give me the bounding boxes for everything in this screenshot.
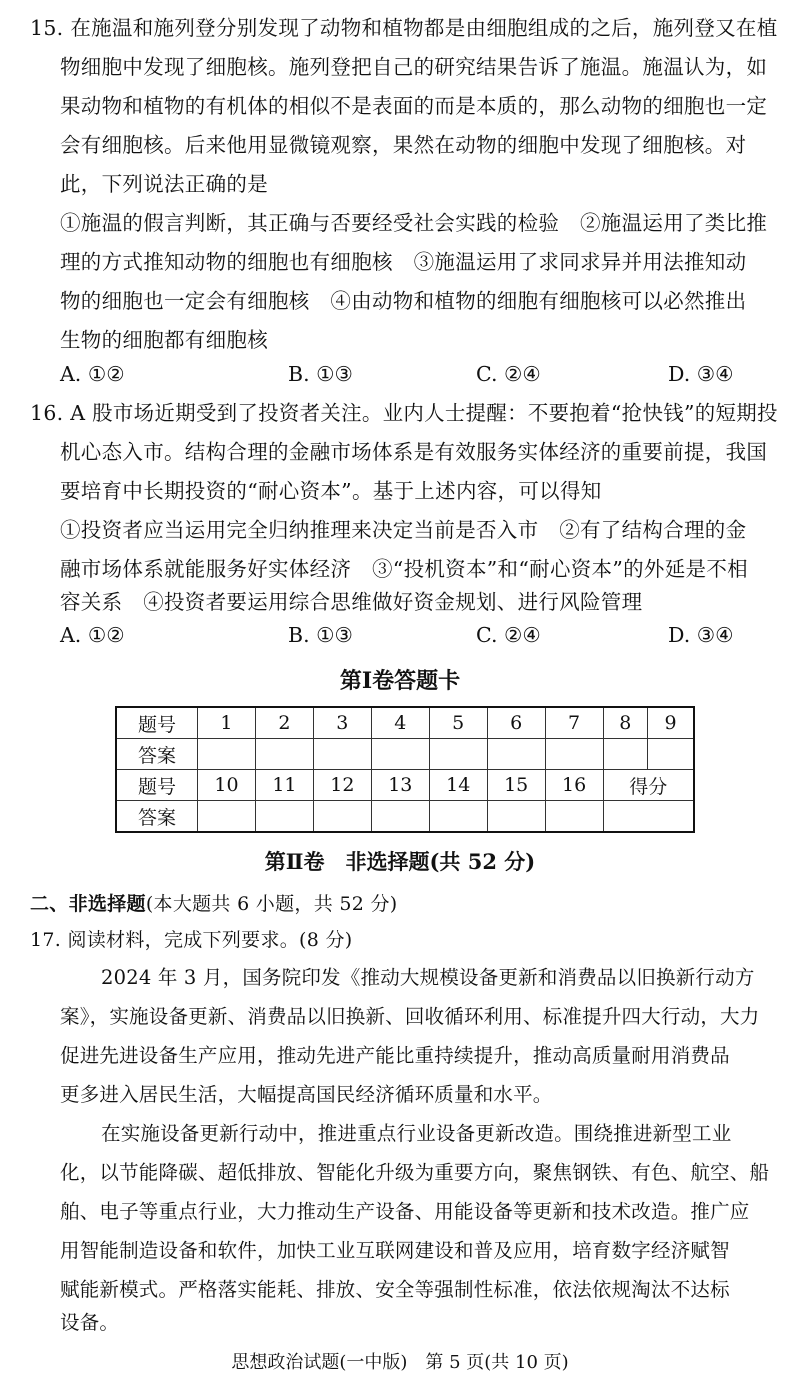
q15-line: 果动物和植物的有机体的相似不是表面的而是本质的，那么动物的细胞也一定 [60,94,768,118]
q16-option-d: D. ③④ [668,623,734,647]
question-number: 12 [313,770,371,801]
answer-cell[interactable] [545,801,603,833]
question-number: 9 [648,707,694,739]
question-number: 15 [487,770,545,801]
q17-material-line: 2024 年 3 月，国务院印发《推动大规模设备更新和消费品以旧换新行动方 [101,966,755,989]
q16-statement: ①投资者应当运用完全归纳推理来决定当前是否入市 ②有了结构合理的金 [60,518,747,542]
q15-option-a: A. ①② [60,362,125,386]
q16-line: 机心态入市。结构合理的金融市场体系是有效服务实体经济的重要前提，我国 [60,440,768,464]
q17-material-line: 在实施设备更新行动中，推进重点行业设备更新改造。围绕推进新型工业 [101,1122,732,1145]
answer-label: 答案 [116,739,198,770]
q16-option-a: A. ①② [60,623,125,647]
q17-material-line: 设备。 [60,1311,120,1334]
q15-option-d: D. ③④ [668,362,734,386]
q17-material-line: 更多进入居民生活，大幅提高国民经济循环质量和水平。 [60,1083,553,1106]
table-row [116,801,694,833]
q16-statement: 容关系 ④投资者要运用综合思维做好资金规划、进行风险管理 [60,590,643,614]
q17-material-line: 案》，实施设备更新、消费品以旧换新、回收循环利用、标准提升四大行动，大力 [60,1005,760,1028]
answer-cell[interactable] [487,801,545,833]
q17-material-line: 化，以节能降碳、超低排放、智能化升级为重要方向，聚焦钢铁、有色、航空、船 [60,1161,770,1184]
answer-cell[interactable] [255,739,313,770]
answer-cell[interactable] [487,739,545,770]
question-number: 10 [198,770,256,801]
score-cell[interactable] [603,801,694,833]
answer-cell[interactable] [313,739,371,770]
table-row [116,707,694,739]
q17-material-line: 舶、电子等重点行业，大力推动生产设备、用能设备等更新和技术改造。推广应 [60,1200,750,1223]
question-number: 14 [429,770,487,801]
question-number: 4 [371,707,429,739]
question-number: 11 [255,770,313,801]
q15-statement: 生物的细胞都有细胞核 [60,328,268,352]
q17-intro: 17. 阅读材料，完成下列要求。(8 分) [30,929,353,951]
q17-material-line: 用智能制造设备和软件，加快工业互联网建设和普及应用，培育数字经济赋智 [60,1239,730,1262]
answer-cell[interactable] [545,739,603,770]
q16-option-b: B. ①③ [288,623,353,647]
answer-card-title: 第Ⅰ卷答题卡 [339,668,461,694]
q15-statement: 理的方式推知动物的细胞也有细胞核 ③施温运用了求同求异并用法推知动 [60,250,747,274]
q17-material-line: 赋能新模式。严格落实能耗、排放、安全等强制性标准，依法依规淘汰不达标 [60,1278,730,1301]
question-number: 16 [545,770,603,801]
answer-cell[interactable] [313,801,371,833]
answer-cell[interactable] [371,801,429,833]
question-number: 13 [371,770,429,801]
answer-cell[interactable] [198,739,256,770]
section-2-label: 二、非选择题 [30,893,146,915]
question-number: 1 [198,707,256,739]
q15-option-c: C. ②④ [476,362,541,386]
table-row [116,770,694,801]
answer-cell[interactable] [198,801,256,833]
q15-line: 物细胞中发现了细胞核。施列登把自己的研究结果告诉了施温。施温认为，如 [60,55,768,79]
question-number: 8 [603,707,648,739]
section-2-note: (本大题共 6 小题，共 52 分) [145,893,398,915]
q15-line: 会有细胞核。后来他用显微镜观察，果然在动物的细胞中发现了细胞核。对 [60,133,747,157]
score-label: 得分 [603,770,694,801]
q16-statement: 融市场体系就能服务好实体经济 ③“投机资本”和“耐心资本”的外延是不相 [60,557,748,581]
q15-option-b: B. ①③ [288,362,353,386]
q16-option-c: C. ②④ [476,623,541,647]
q16-line: 要培育中长期投资的“耐心资本”。基于上述内容，可以得知 [60,479,602,503]
q16-line: 16. A 股市场近期受到了投资者关注。业内人士提醒：不要抱着“抢快钱”的短期投 [30,401,778,425]
question-number: 2 [255,707,313,739]
answer-label: 答案 [116,801,198,833]
q17-material-line: 促进先进设备生产应用，推动先进产能比重持续提升，推动高质量耐用消费品 [60,1044,730,1067]
question-number: 5 [429,707,487,739]
page-footer: 思想政治试题(一中版) 第 5 页(共 10 页) [231,1352,569,1373]
answer-cell[interactable] [429,801,487,833]
q15-statement: 物的细胞也一定会有细胞核 ④由动物和植物的细胞有细胞核可以必然推出 [60,289,747,313]
q15-statement: ①施温的假言判断，其正确与否要经受社会实践的检验 ②施温运用了类比推 [60,211,768,235]
table-row [116,739,694,770]
q15-line: 15. 在施温和施列登分别发现了动物和植物都是由细胞组成的之后，施列登又在植 [30,16,778,40]
question-number-label: 题号 [116,707,198,739]
question-number: 6 [487,707,545,739]
answer-cell[interactable] [603,739,648,770]
question-number-label: 题号 [116,770,198,801]
answer-cell[interactable] [429,739,487,770]
answer-cell[interactable] [255,801,313,833]
part-2-title: 第Ⅱ卷 非选择题(共 52 分) [264,849,536,874]
section-2-heading [30,892,397,916]
question-number: 3 [313,707,371,739]
q15-line: 此，下列说法正确的是 [60,172,268,196]
question-number: 7 [545,707,603,739]
answer-cell[interactable] [371,739,429,770]
answer-card-table [115,706,695,833]
answer-cell[interactable] [648,739,694,770]
